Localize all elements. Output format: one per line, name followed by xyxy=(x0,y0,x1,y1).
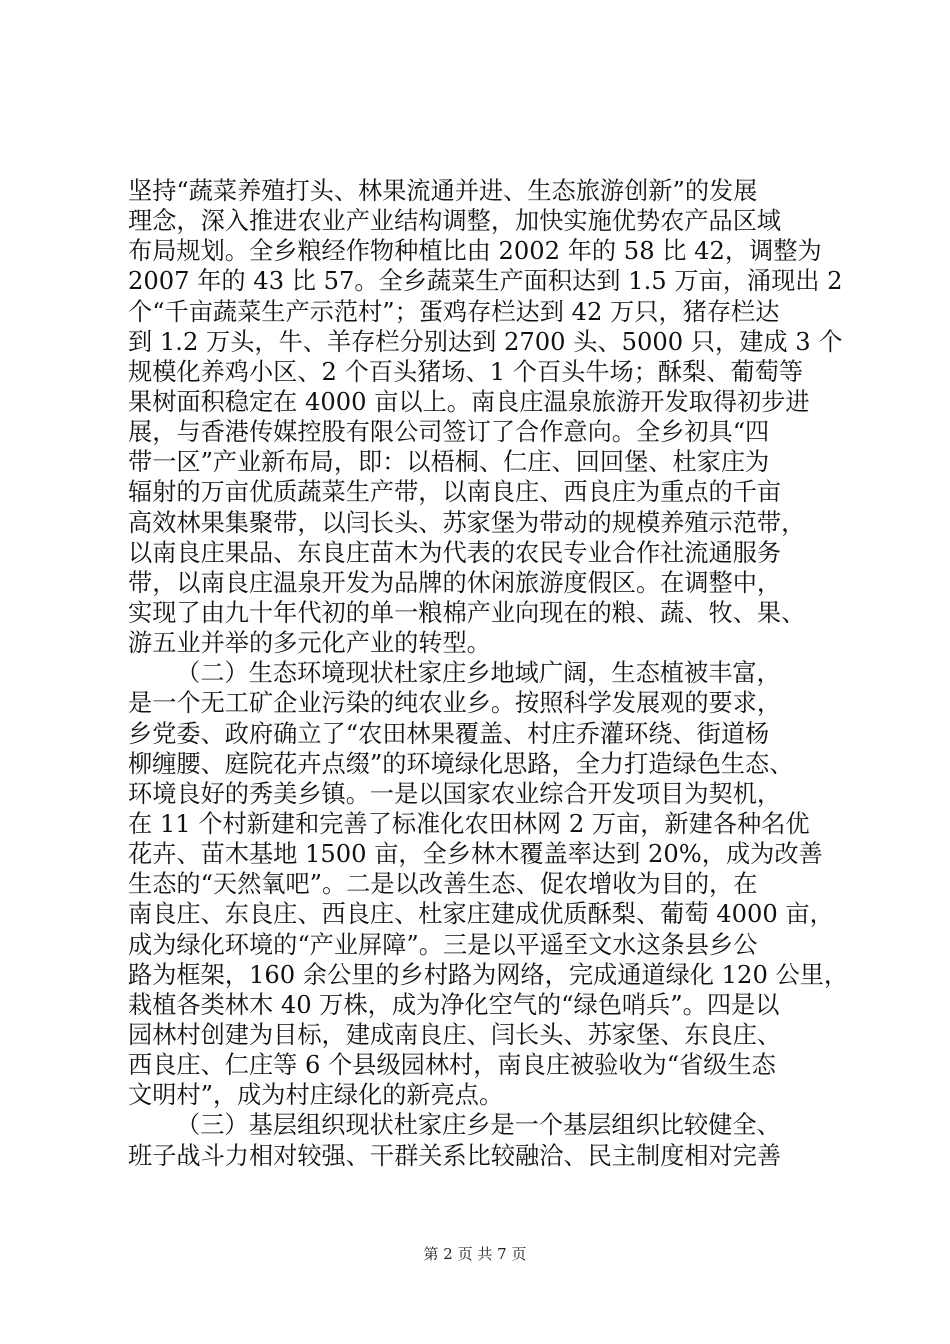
text-line: 南良庄、东良庄、西良庄、杜家庄建成优质酥梨、葡萄 4000 亩， xyxy=(128,900,834,929)
text-line: 柳缠腰、庭院花卉点缀”的环境绿化思路，全力打造绿色生态、 xyxy=(128,749,794,778)
text-line: 班子战斗力相对较强、干群关系比较融洽、民主制度相对完善 xyxy=(128,1141,782,1170)
text-line: 游五业并举的多元化产业的转型。 xyxy=(128,629,491,658)
text-line: 以南良庄果品、东良庄苗木为代表的农民专业合作社流通服务 xyxy=(128,538,782,567)
text-line: 生态的“天然氧吧”。二是以改善生态、促农增收为目的，在 xyxy=(128,870,758,899)
text-line: 规模化养鸡小区、2 个百头猪场、1 个百头牛场；酥梨、葡萄等 xyxy=(128,357,804,386)
text-line: 乡党委、政府确立了“农田林果覆盖、村庄乔灌环绕、街道杨 xyxy=(128,719,770,748)
text-line: 理念，深入推进农业产业结构调整，加快实施优势农产品区域 xyxy=(128,207,782,236)
section-heading-line: （二）生态环境现状杜家庄乡地域广阔，生态植被丰富， xyxy=(176,659,781,688)
text-line: 辐射的万亩优质蔬菜生产带，以南良庄、西良庄为重点的千亩 xyxy=(128,478,782,507)
page-number-footer: 第 2 页 共 7 页 xyxy=(423,1245,527,1263)
text-line: 路为框架，160 余公里的乡村路为网络，完成通道绿化 120 公里， xyxy=(128,960,849,989)
text-line: 栽植各类林木 40 万株，成为净化空气的“绿色哨兵”。四是以 xyxy=(128,990,780,1019)
text-line: 文明村”，成为村庄绿化的新亮点。 xyxy=(128,1081,504,1110)
body-text xyxy=(128,176,849,1171)
text-line: 在 11 个村新建和完善了标准化农田林网 2 万亩，新建各种名优 xyxy=(128,809,810,838)
section-heading-line: （三）基层组织现状杜家庄乡是一个基层组织比较健全、 xyxy=(176,1111,781,1140)
text-line: 环境良好的秀美乡镇。一是以国家农业综合开发项目为契机， xyxy=(128,779,782,808)
text-line: 实现了由九十年代初的单一粮棉产业向现在的粮、蔬、牧、果、 xyxy=(128,598,806,627)
text-line: 成为绿化环境的“产业屏障”。三是以平遥至文水这条县乡公 xyxy=(128,930,758,959)
text-line: 布局规划。全乡粮经作物种植比由 2002 年的 58 比 42，调整为 xyxy=(128,237,822,266)
text-line: 带一区”产业新布局，即：以梧桐、仁庄、回回堡、杜家庄为 xyxy=(128,448,770,477)
text-line: 果树面积稳定在 4000 亩以上。南良庄温泉旅游开发取得初步进 xyxy=(128,387,810,416)
text-line: 是一个无工矿企业污染的纯农业乡。按照科学发展观的要求， xyxy=(128,689,782,718)
text-line: 到 1.2 万头，牛、羊存栏分别达到 2700 头、5000 只，建成 3 个 xyxy=(128,327,843,356)
text-line: 西良庄、仁庄等 6 个县级园林村，南良庄被验收为“省级生态 xyxy=(128,1051,776,1080)
text-line: 带，以南良庄温泉开发为品牌的休闲旅游度假区。在调整中， xyxy=(128,568,782,597)
text-line: 高效林果集聚带，以闫长头、苏家堡为带动的规模养殖示范带， xyxy=(128,508,806,537)
text-line: 坚持“蔬菜养殖打头、林果流通并进、生态旅游创新”的发展 xyxy=(128,177,758,205)
text-line: 展，与香港传媒控股有限公司签订了合作意向。全乡初具“四 xyxy=(128,418,770,447)
text-line: 个“千亩蔬菜生产示范村”；蛋鸡存栏达到 42 万只，猪存栏达 xyxy=(128,297,780,326)
text-line: 花卉、苗木基地 1500 亩，全乡林木覆盖率达到 20%，成为改善 xyxy=(128,840,823,869)
text-line: 园林村创建为目标，建成南良庄、闫长头、苏家堡、东良庄、 xyxy=(128,1020,782,1049)
text-line: 2007 年的 43 比 57。全乡蔬菜生产面积达到 1.5 万亩，涌现出 2 xyxy=(128,267,843,296)
